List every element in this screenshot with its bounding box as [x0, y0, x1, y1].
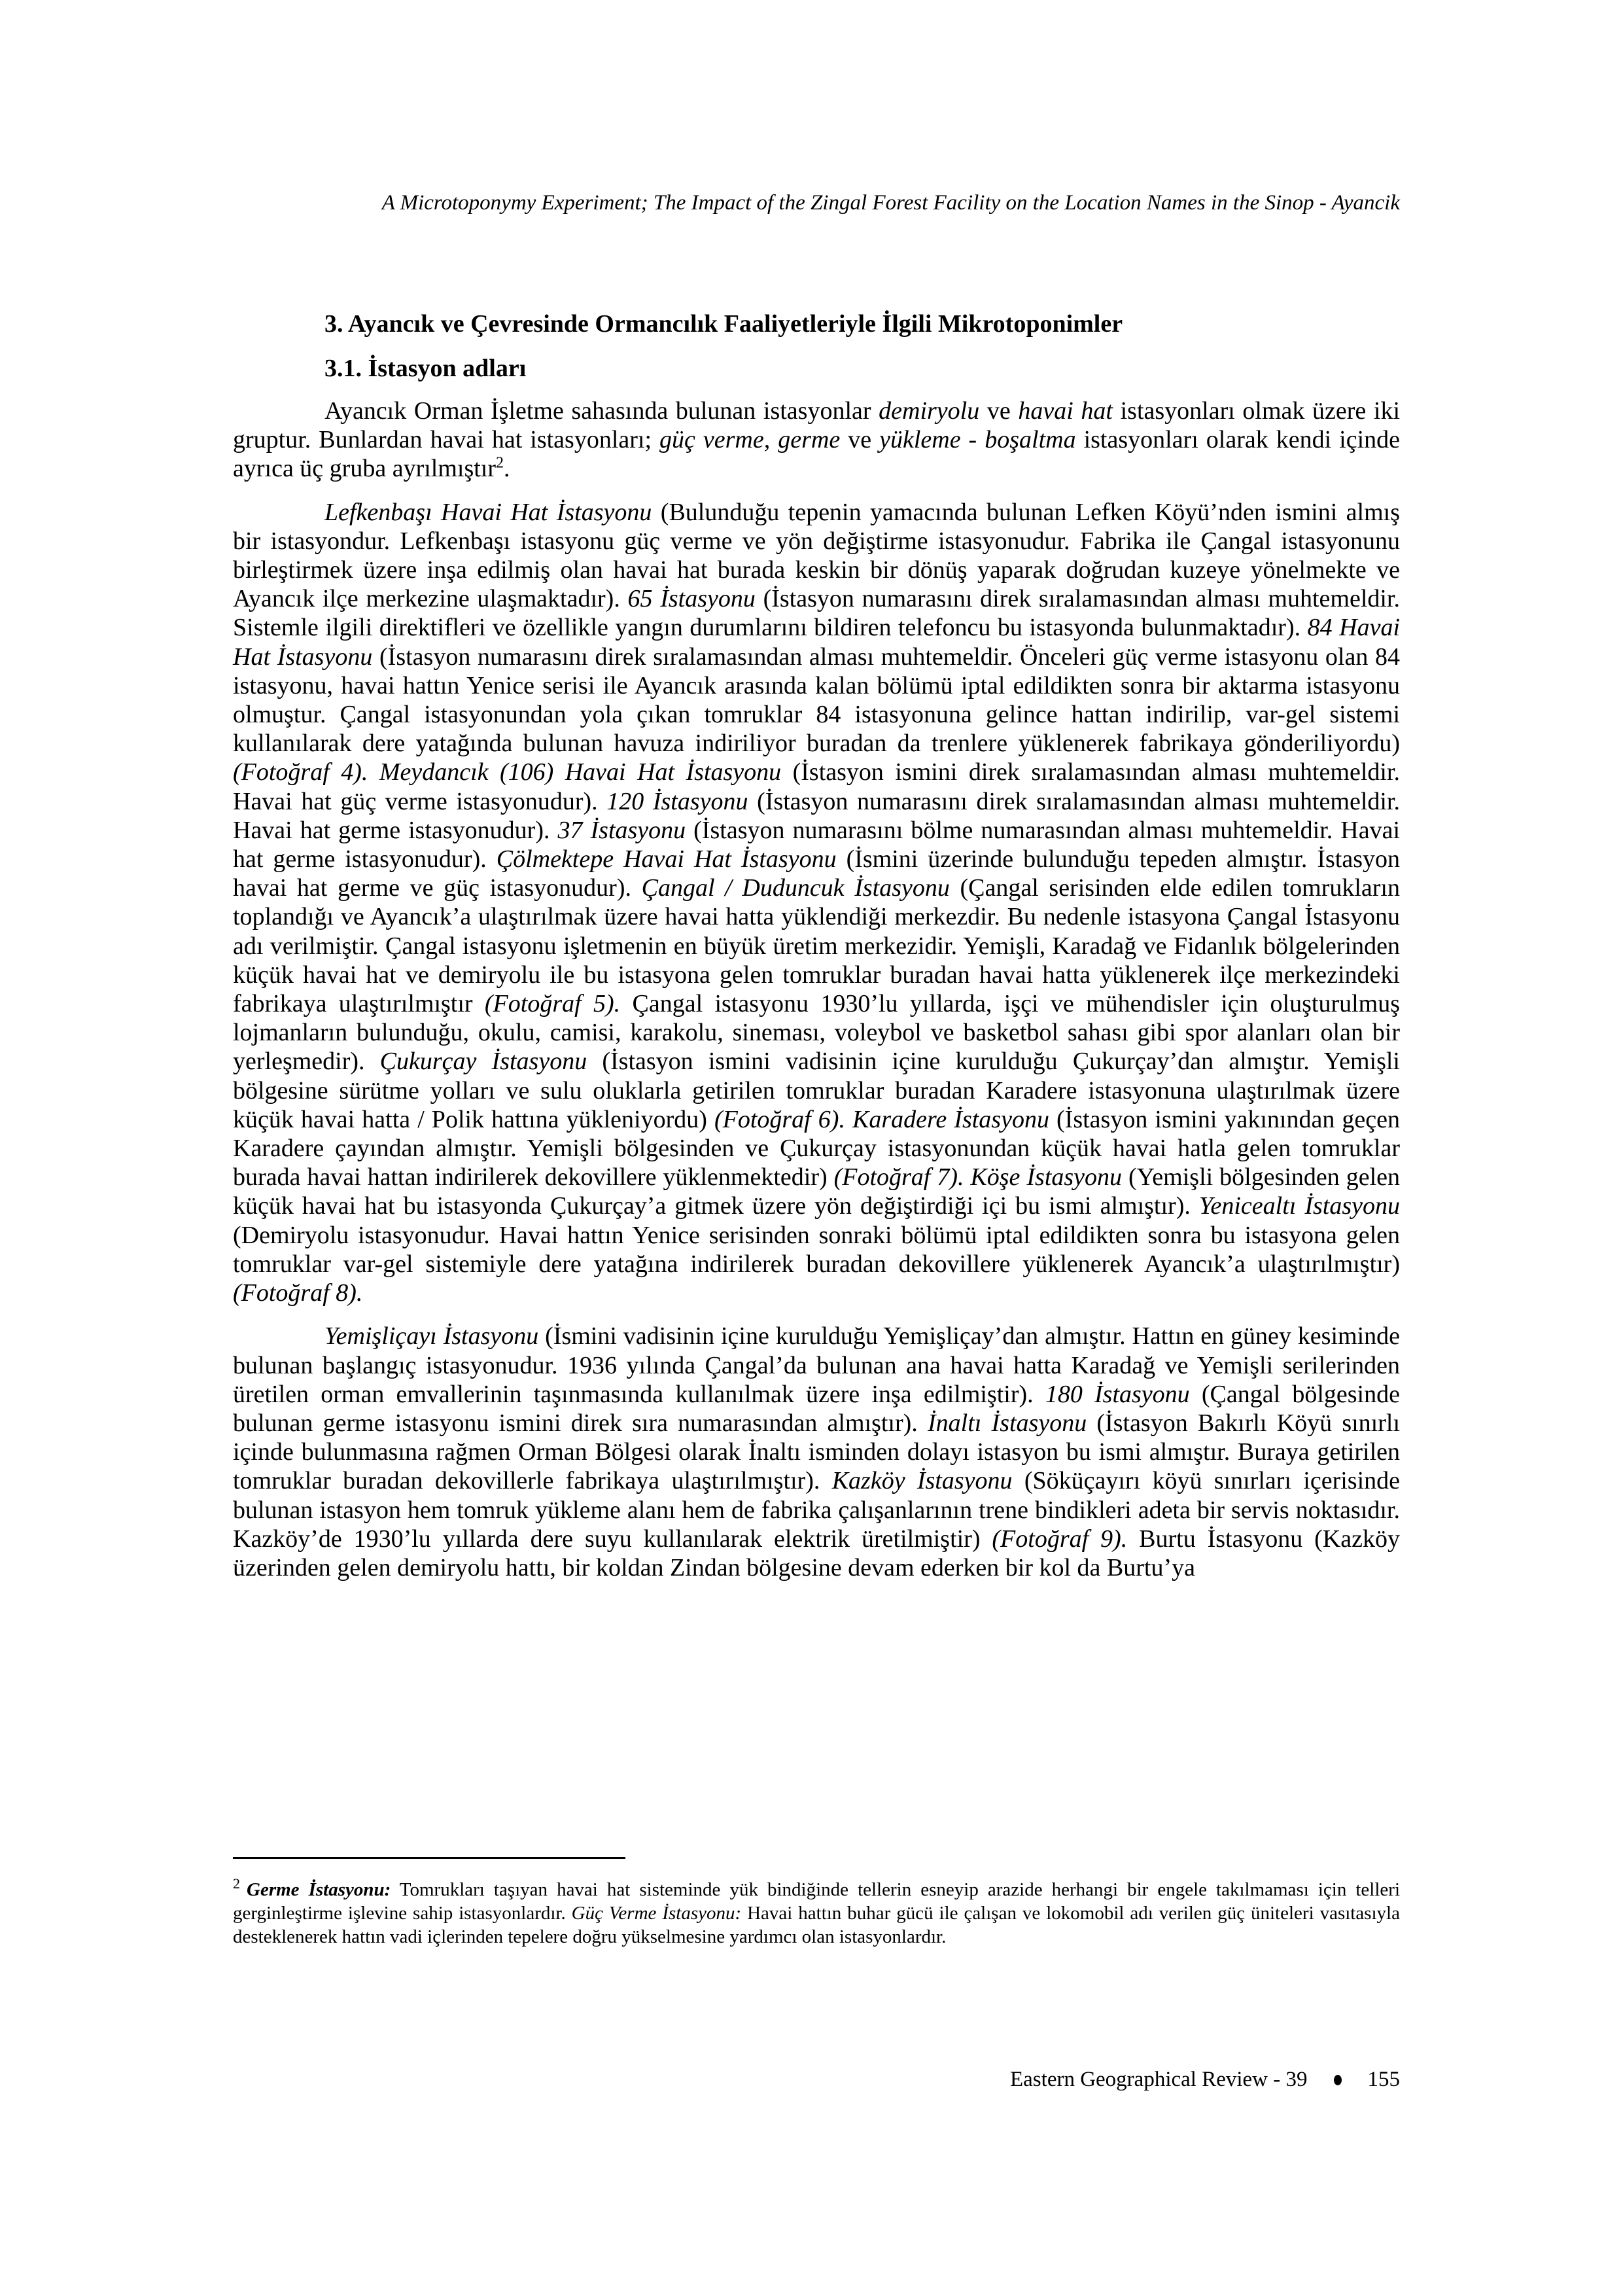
section-heading: 3. Ayancık ve Çevresinde Ormancılık Faaliyetleriyle İlgili Mikrotoponimler: [324, 310, 1123, 338]
page-number: 155: [1367, 2068, 1400, 2091]
page-footer: [1010, 2068, 1400, 2092]
footnote-number: 2: [233, 1875, 240, 1892]
article-body: [233, 308, 1400, 1582]
paragraph: Yemişliçayı İstasyonu (İsmini vadisinin içine kurulduğu Yemişliçay’dan almıştır. Hattın en güney kesiminde bulunan başlangıç istasyonudur. 1936 yılında Çangal’da bulunan ana havai hatta Karadağ ve Yemişli serilerinden üretilen orman emvallerinin taşınmasında kullanılmak üzere inşa edilmiştir). 180 İstasyonu (Çangal bölgesinde bulunan germe istasyonu ismini direk sıra numarasından almıştır). İnaltı İstasyonu (İstasyon Bakırlı Köyü sınırlı içinde bulunmasına rağmen Orman Bölgesi olarak İnaltı isminden dolayı istasyon bu ismi almıştır. Buraya getirilen tomruklar buradan dekovillerle fabrikaya ulaştırılmıştır). Kazköy İstasyonu (Söküçayırı köyü sınırları içerisinde bulunan istasyon hem tomruk yükleme alanı hem de fabrika çalışanlarının trene bindikleri adeta bir servis noktasıdır. Kazköy’de 1930’lu yıllarda dere suyu kullanılarak elektrik üretilmiştir) (Fotoğraf 9). Burtu İstasyonu (Kazköy üzerinden gelen demiryolu hattı, bir koldan Zindan bölgesine devam ederken bir kol da Burtu’ya: [233, 1322, 1401, 1581]
paragraph: Ayancık Orman İşletme sahasında bulunan istasyonlar demiryolu ve havai hat istasyonları olmak üzere iki gruptur. Bunlardan havai hat istasyonları; güç verme, germe ve yükleme - boşaltma istasyonları olarak kendi içinde ayrıca üç gruba ayrılmıştır$^2$.: [233, 397, 1401, 483]
footnote-text: Germe İstasyonu: Tomrukları taşıyan havai hat sisteminde yük bindiğinde tellerin esneyip arazide herhangi bir engele takılmaması için telleri gerginleştirme işlevine sahip istasyonlardır. Güç Verme İstasyonu: Havai hattın buhar gücü ile çalışan ve lokomobil adı verilen güç üniteleri vasıtasıyla desteklenerek hattın vadi içlerinden tepelere doğru yükselmesine yardımcı olan istasyonlardır.: [233, 1879, 1400, 1947]
paragraph: Lefkenbaşı Havai Hat İstasyonu (Bulunduğu tepenin yamacında bulunan Lefken Köyü’nden ismini almış bir istasyondur. Lefkenbaşı istasyonu güç verme ve yön değiştirme istasyonudur. Fabrika ile Çangal istasyonunu birleştirmek üzere inşa edilmiş olan havai hat burada keskin bir dönüş yaparak doğrudan kuzeye yönelmekte ve Ayancık ilçe merkezine ulaşmaktadır). 65 İstasyonu (İstasyon numarasını direk sıralamasından alması muhtemeldir. Sistemle ilgili direktifleri ve özellikle yangın durumlarını bildiren telefoncu bu istasyonda bulunmaktadır). 84 Havai Hat İstasyonu (İstasyon numarasını direk sıralamasından alması muhtemeldir. Önceleri güç verme istasyonu olan 84 istasyonu, havai hattın Yenice serisi ile Ayancık arasında kalan bölümü iptal edildikten sonra bir aktarma istasyonu olmuştur. Çangal istasyonundan yola çıkan tomruklar 84 istasyonuna gelince hattan indirilip, var-gel sistemi kullanılarak dere yatağında bulunan havuza indiriliyor buradan da trenlere yüklenerek fabrikaya gönderiliyordu) (Fotoğraf 4). Meydancık (106) Havai Hat İstasyonu (İstasyon ismini direk sıralamasından alması muhtemeldir. Havai hat güç verme istasyonudur). 120 İstasyonu (İstasyon numarasını direk sıralamasından alması muhtemeldir. Havai hat germe istasyonudur). 37 İstasyonu (İstasyon numarasını bölme numarasından alması muhtemeldir. Havai hat germe istasyonudur). Çölmektepe Havai Hat İstasyonu (İsmini üzerinde bulunduğu tepeden almıştır. İstasyon havai hat germe ve güç istasyonudur). Çangal / Duduncuk İstasyonu (Çangal serisinden elde edilen tomrukların toplandığı ve Ayancık’a ulaştırılmak üzere havai hatta yüklendiği merkezdir. Bu nedenle istasyona Çangal İstasyonu adı verilmiştir. Çangal istasyonu işletmenin en büyük üretim merkezidir. Yemişli, Karadağ ve Fidanlık bölgelerinden küçük havai hat ve demiryolu ile bu istasyona gelen tomruklar buradan havai hatta yüklenerek ilçe merkezindeki fabrikaya ulaştırılmıştır (Fotoğraf 5). Çangal istasyonu 1930’lu yıllarda, işçi ve mühendisler için oluşturulmuş lojmanların bulunduğu, okulu, camisi, karakolu, sineması, voleybol ve basketbol sahası gibi spor alanları olan bir yerleşmedir). Çukurçay İstasyonu (İstasyon ismini vadisinin içine kurulduğu Çukurçay’dan almıştır. Yemişli bölgesine sürütme yolları ve sulu oluklarla getirilen tomruklar buradan Karadere istasyonuna ulaştırılmak üzere küçük havai hatta / Polik hattına yükleniyordu) (Fotoğraf 6). Karadere İstasyonu (İstasyon ismini yakınından geçen Karadere çayından almıştır. Yemişli bölgesinden ve Çukurçay istasyonundan küçük havai hatla gelen tomruklar burada havai hattan indirilerek dekovillere yüklenmektedir) (Fotoğraf 7). Köşe İstasyonu (Yemişli bölgesinden gelen küçük havai hat bu istasyonda Çukurçay’a gitmek üzere yön değiştirdiği içi bu ismi almıştır). Yenicealtı İstasyonu (Demiryolu istasyonudur. Havai hattın Yenice serisinden sonraki bölümü iptal edildikten sonra bu istasyona gelen tomruklar var-gel sistemiyle dere yatağına indirilerek buradan dekovillere yüklenerek Ayancık’a ulaştırılmıştır) (Fotoğraf 8).: [233, 498, 1401, 1307]
footnote-separator: [233, 1857, 625, 1859]
bullet-icon: [1334, 2075, 1342, 2085]
footnote: [233, 1875, 1400, 1949]
running-head: A Microtoponymy Experiment; The Impact of the Zingal Forest Facility on the Location Names in the Sinop - Ayancik: [381, 191, 1400, 215]
journal-name: Eastern Geographical Review - 39: [1010, 2068, 1308, 2091]
subsection-heading: 3.1. İstasyon adları: [324, 355, 527, 382]
